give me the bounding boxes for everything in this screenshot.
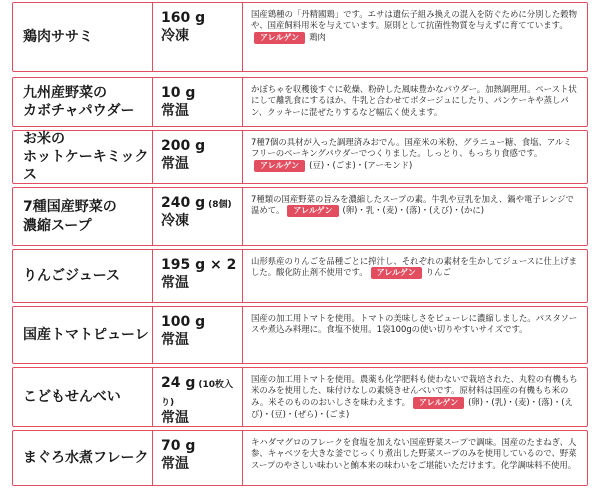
product-row	[12, 77, 588, 127]
product-amount	[153, 250, 243, 302]
product-name-line: ホットケーキミックス	[23, 148, 149, 184]
product-description: 7種類の国産野菜の旨みを濃縮したスープの素。牛乳や豆乳を加え、鍋や電子レンジで温めて。	[251, 194, 574, 216]
product-name	[13, 307, 153, 363]
product-amount	[153, 307, 243, 363]
product-row	[12, 130, 588, 184]
allergen-list: (卵)・乳・(麦)・(落)・(えび)・(かに)	[342, 205, 485, 216]
amount-value: 24 g	[161, 375, 196, 391]
allergen-list: (豆)・(ごま)・(アーモンド)	[309, 159, 413, 170]
storage-type: 冷凍	[161, 212, 189, 229]
product-row	[12, 306, 588, 364]
product-description-cell	[243, 307, 587, 363]
allergen-list: (卵)・(乳)・(麦)・(落)・(えび)・(豆)・(ぜら)・(ごま)	[251, 396, 573, 419]
product-name	[13, 431, 153, 485]
product-description: 山形県産のりんごを品種ごとに搾汁し、それぞれの素材を生かしてジュースに仕上げました。酸化防止剤不使用です。	[251, 256, 578, 278]
allergen-list: 鶏肉	[309, 31, 326, 42]
product-description: 7種7個の具材が入った調理済みおでん。国産米の米粉、グラニュー糖、食塩、アルミフリーのベーキングパウダーでつくりました。しっとり、もっちり食感です。	[251, 137, 572, 159]
storage-type: 常温	[161, 455, 189, 472]
amount-value: 100 g	[161, 314, 206, 330]
product-amount	[153, 188, 243, 245]
allergen-badge: アレルゲン	[371, 267, 422, 279]
storage-type: 常温	[161, 274, 189, 291]
product-row	[12, 430, 588, 486]
product-description-cell	[243, 431, 587, 485]
product-name-line: こどもせんべい	[23, 388, 121, 405]
amount-note: (10枚入り)	[161, 380, 234, 408]
product-name-line: まぐろ水煮フレーク	[23, 449, 149, 466]
product-description-cell	[243, 368, 587, 426]
product-description: キハダマグロのフレークを食塩を加えない国産野菜スープで調味。国産のたまねぎ、人参、キャベツを大きな釜でじっくり煮出した野菜スープのみを使用しているので、野菜スープのやさしい味わいと鮪本来の味わいをご堪能いただけます。化学調味料不使用。	[251, 437, 577, 470]
amount-value: 195 g × 2	[161, 257, 237, 273]
product-name	[13, 368, 153, 426]
product-amount	[153, 131, 243, 183]
product-description: 国産鶏種の「丹精國鶏」です。エサは遺伝子組み換えの混入を防ぐために分別した穀物や、国産飼料用米を与えています。原則として抗菌性物質を与えずに育てています。	[251, 9, 577, 31]
product-row	[12, 367, 588, 427]
product-name-line: 国産トマトピューレ	[23, 326, 149, 343]
product-description-cell	[243, 131, 587, 183]
allergen-list: りんご	[425, 267, 451, 278]
product-amount	[153, 3, 243, 71]
amount-note: (8個)	[208, 200, 232, 210]
product-name-line: 九州産野菜の	[23, 84, 107, 101]
product-name	[13, 78, 153, 126]
product-description-cell	[243, 188, 587, 245]
product-name-line: りんごジュース	[23, 267, 121, 284]
product-name	[13, 3, 153, 71]
storage-type: 常温	[161, 410, 189, 426]
product-name	[13, 188, 153, 245]
product-name	[13, 131, 153, 183]
amount-value: 70 g	[161, 438, 196, 454]
storage-type: 常温	[161, 102, 189, 119]
allergen-badge: アレルゲン	[287, 205, 338, 217]
product-row	[12, 187, 588, 246]
product-amount	[153, 78, 243, 126]
amount-value: 10 g	[161, 85, 196, 101]
amount-value: 240 g	[161, 195, 206, 211]
allergen-badge: アレルゲン	[413, 397, 464, 409]
allergen-badge: アレルゲン	[254, 160, 305, 172]
amount-value: 200 g	[161, 138, 206, 154]
product-description-cell	[243, 3, 587, 71]
storage-type: 常温	[161, 155, 189, 172]
product-row	[12, 249, 588, 303]
product-name	[13, 250, 153, 302]
product-name-line: カボチャパウダー	[23, 103, 135, 119]
product-amount	[153, 431, 243, 485]
allergen-badge: アレルゲン	[254, 32, 305, 44]
product-name-line: お米の	[23, 130, 65, 147]
product-description: 国産の加工用トマトを使用。農薬も化学肥料も使わないで栽培された、丸粒の有機もち米のみを使用した、味付けなしの素焼きせんべいです。原材料は国産の有機もち米のみ。米そのもののおいしさを味わえます。	[251, 374, 578, 407]
product-description: かぼちゃを収穫後すぐに乾燥、粉砕した風味豊かなパウダー。加熱調理用。ペースト状にして離乳食にするほか、牛乳と合わせてポタージュにしたり、パンケーキや蒸しパン、クッキーに混ぜたりするなど幅広く使えます。	[251, 84, 577, 117]
amount-value: 160 g	[161, 10, 206, 26]
product-table	[12, 2, 588, 486]
product-name-line: 7種国産野菜の	[23, 199, 117, 216]
product-amount	[153, 368, 243, 426]
product-description-cell	[243, 250, 587, 302]
storage-type: 冷凍	[161, 27, 189, 44]
product-name-line: 鶏肉ササミ	[23, 28, 93, 45]
product-name-line: 濃縮スープ	[23, 217, 92, 234]
product-row	[12, 2, 588, 72]
product-description-cell	[243, 78, 587, 126]
storage-type: 常温	[161, 331, 189, 348]
product-description: 国産の加工用トマトを使用。トマトの美味しさをピューレに濃縮しました。パスタソースや煮込み料理に。食塩不使用。1袋100gの使い切りやすいサイズです。	[251, 313, 578, 335]
